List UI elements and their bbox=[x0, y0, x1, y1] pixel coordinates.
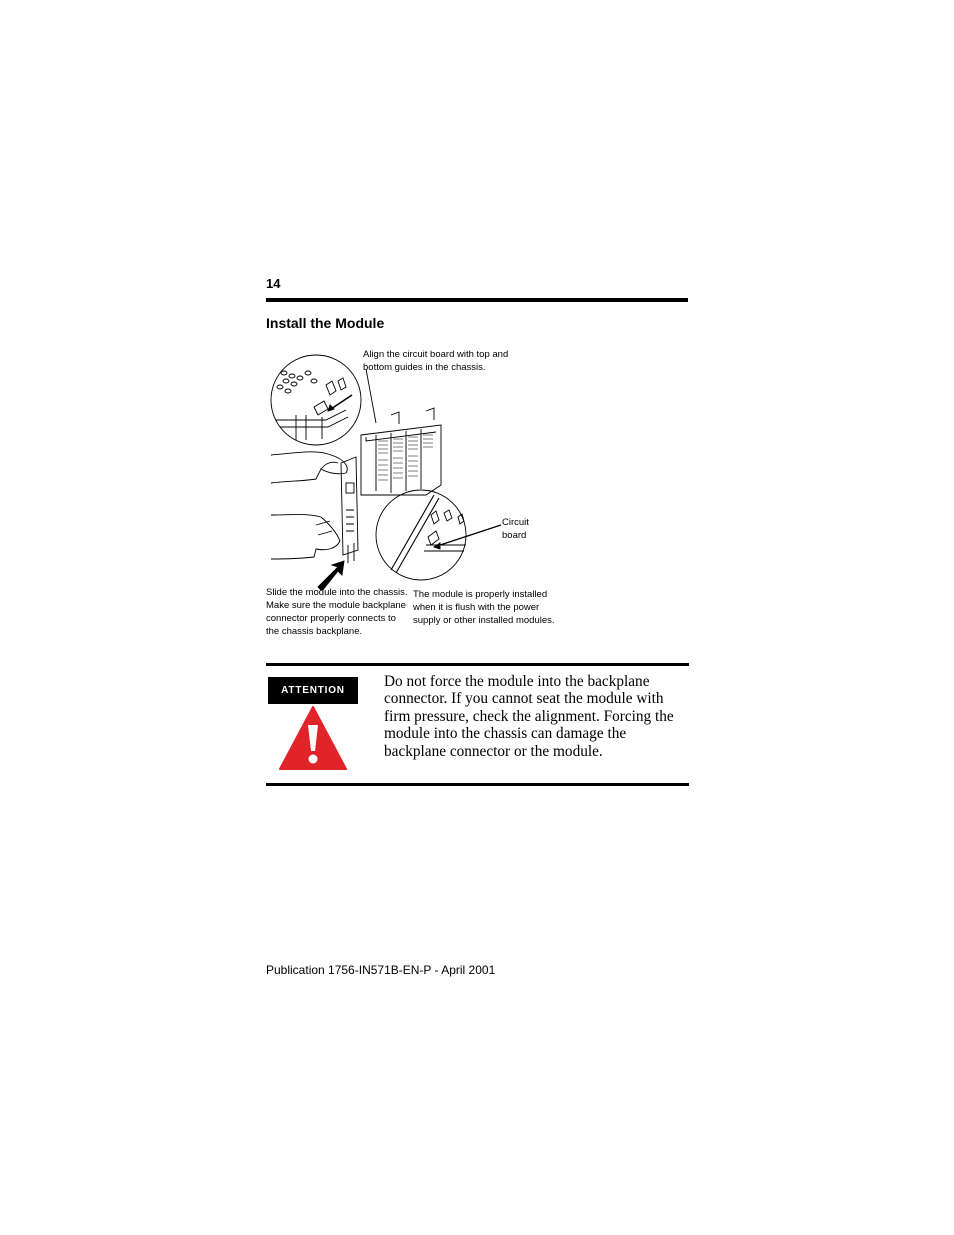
hands bbox=[271, 452, 347, 559]
bottom-guide-detail bbox=[376, 490, 501, 580]
page-number: 14 bbox=[266, 276, 281, 291]
module-installation-illustration bbox=[266, 345, 556, 590]
callout-slide-module: Slide the module into the chassis. Make sure the module backplane connector properly connects to the chassis backplane. bbox=[266, 587, 408, 637]
module bbox=[341, 457, 358, 563]
attention-top-rule bbox=[266, 663, 689, 666]
callout-properly-installed: The module is properly installed when it is flush with the power supply or other installed modules. bbox=[413, 589, 555, 626]
publication-footer: Publication 1756-IN571B-EN-P - April 2001 bbox=[266, 963, 496, 977]
header-rule bbox=[266, 298, 688, 302]
attention-bottom-rule bbox=[266, 783, 689, 786]
section-title: Install the Module bbox=[266, 315, 385, 331]
callout-align-circuit-board: Align the circuit board with top and bottom guides in the chassis. bbox=[363, 349, 509, 373]
warning-icon bbox=[278, 705, 348, 771]
attention-message: Do not force the module into the backplane connector. If you cannot seat the module with firm pressure, check the alignment. Forcing the module into the chassis can damage the backplane connector or the module. bbox=[384, 673, 674, 760]
callout-circuit-board: Circuit board bbox=[502, 517, 529, 541]
attention-label: ATTENTION bbox=[268, 677, 358, 704]
chassis bbox=[361, 408, 441, 495]
top-guide-detail bbox=[271, 355, 361, 445]
